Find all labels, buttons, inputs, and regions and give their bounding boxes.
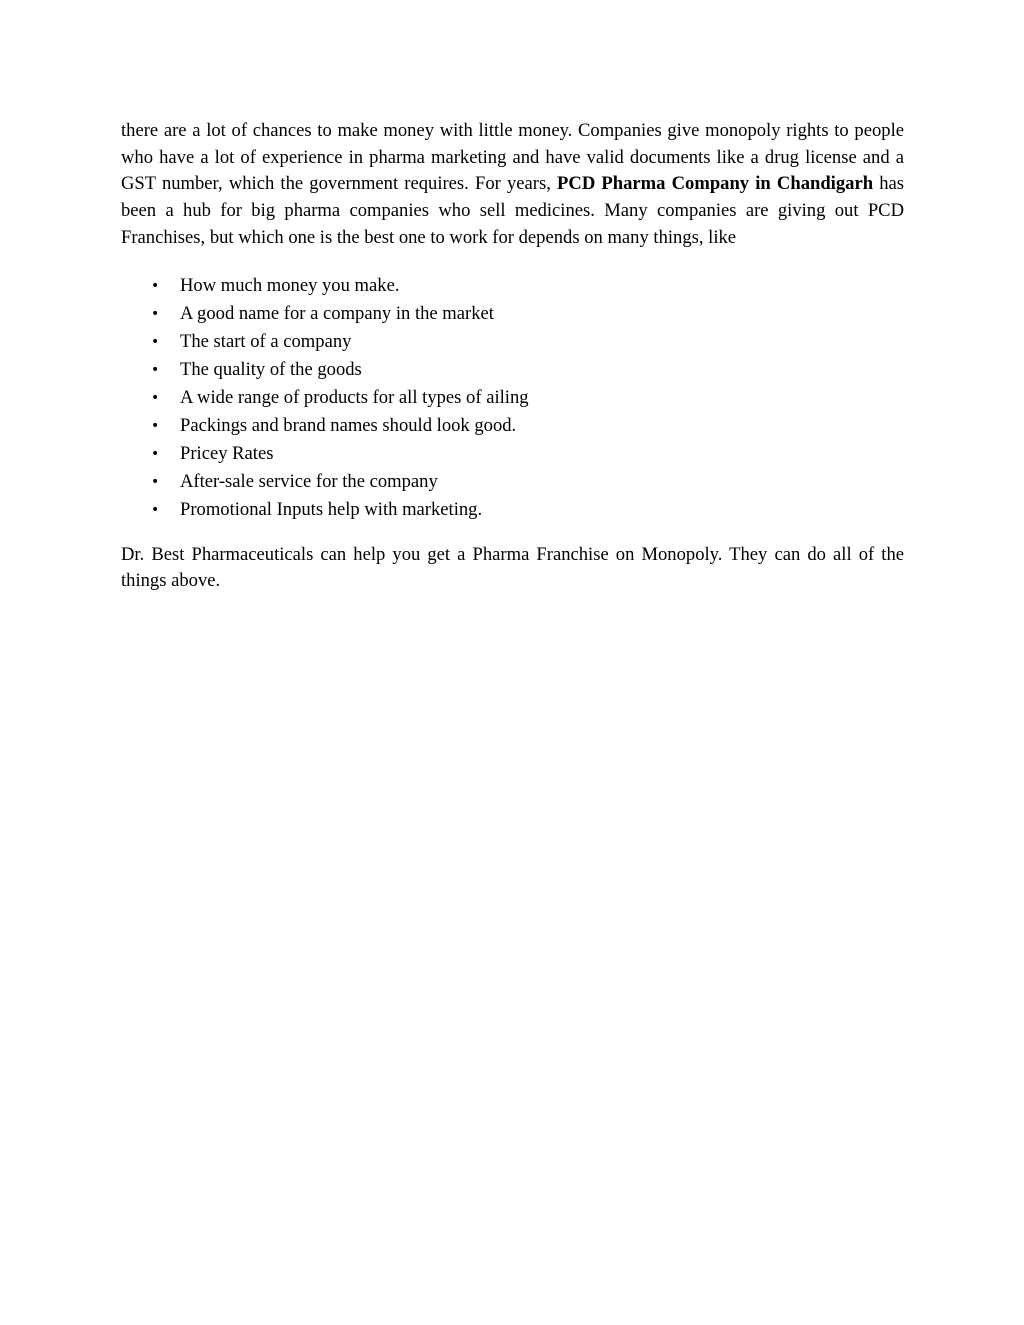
list-item-text: Promotional Inputs help with marketing. (180, 498, 483, 520)
bullet-icon: • (151, 473, 160, 490)
intro-bold-phrase: PCD Pharma Company in Chandigarh (557, 173, 874, 195)
bullet-icon: • (151, 417, 160, 434)
intro-paragraph (121, 118, 904, 252)
list-item-text: How much money you make. (180, 274, 400, 296)
list-item (121, 272, 904, 300)
bullet-icon: • (151, 389, 160, 406)
list-item (121, 384, 904, 412)
list-item (121, 468, 904, 496)
list-item-text: The quality of the goods (180, 358, 362, 380)
closing-paragraph: Dr. Best Pharmaceuticals can help you get a Pharma Franchise on Monopoly. They can do all of the things above. (121, 543, 904, 592)
list-item-text: A wide range of products for all types of ailing (180, 386, 529, 408)
bullet-icon: • (151, 445, 160, 462)
list-item (121, 496, 904, 524)
list-item (121, 440, 904, 468)
bullet-icon: • (151, 277, 160, 294)
list-item (121, 328, 904, 356)
bullet-icon: • (151, 333, 160, 350)
bullet-icon: • (151, 501, 160, 518)
list-item (121, 356, 904, 384)
bullet-list (121, 272, 904, 524)
list-item-text: The start of a company (180, 330, 352, 352)
intro-text-end: has been a hub for big pharma companies who sell medicines. Many companies are giving out PCD Franchises, but which one is the best one to work for depends on many things, like (121, 173, 904, 248)
bullet-icon: • (151, 361, 160, 378)
intro-text-start: there are a lot of chances to make money with little money. Companies give monopoly rights to people who have a lot of experience in pharma marketing and have valid documents like a drug license and a GST number, which the government requires. For years, (121, 120, 904, 195)
list-item-text: Packings and brand names should look good. (180, 414, 517, 436)
list-item-text: A good name for a company in the market (180, 302, 494, 324)
list-item-text: Pricey Rates (180, 442, 274, 464)
bullet-icon: • (151, 305, 160, 322)
list-item-text: After-sale service for the company (180, 470, 438, 492)
list-item (121, 412, 904, 440)
list-item (121, 300, 904, 328)
document-page (121, 118, 904, 595)
